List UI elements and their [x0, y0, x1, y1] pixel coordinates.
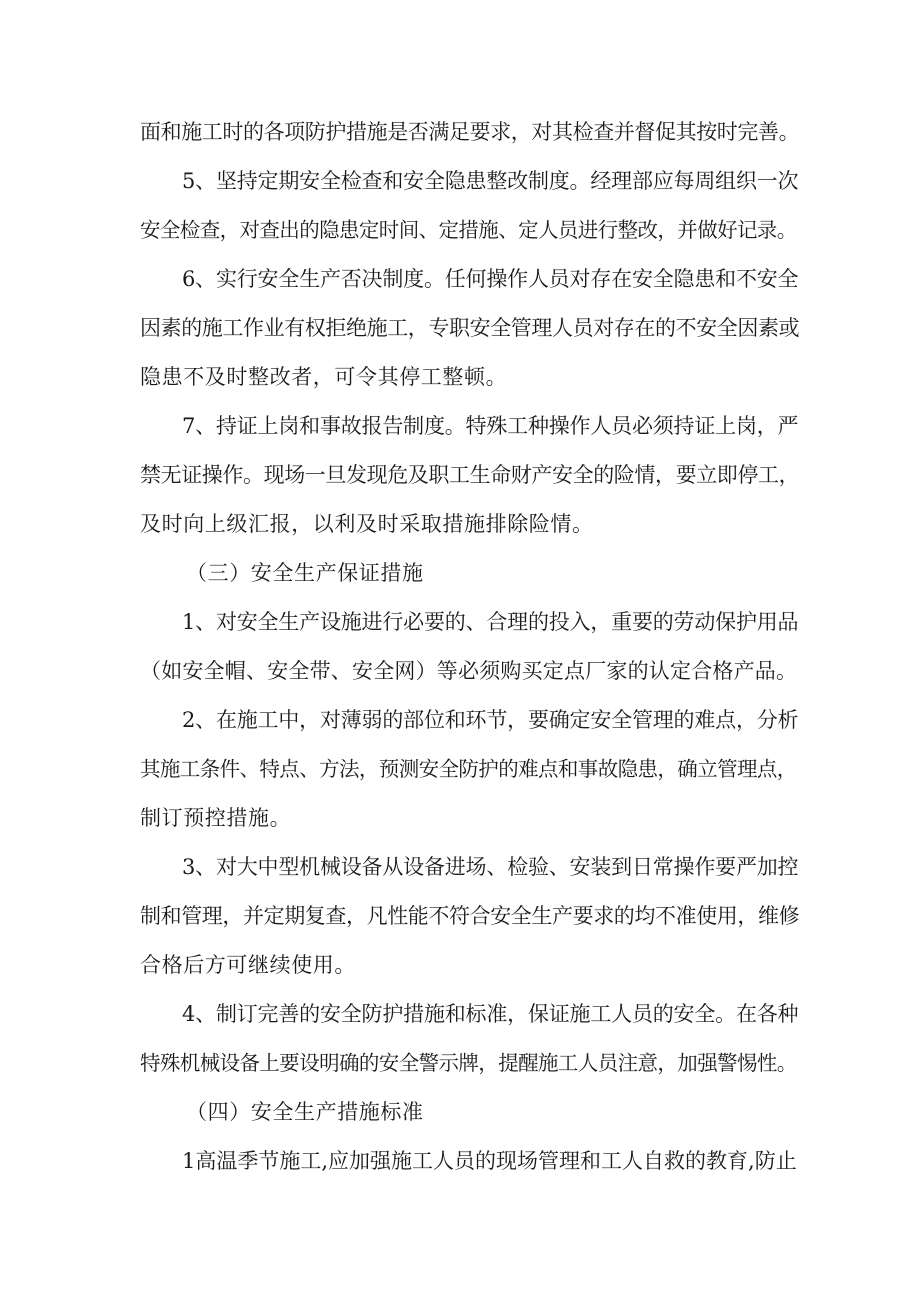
text-line: 4、制订完善的安全防护措施和标准，保证施工人员的安全。在各种 [182, 1002, 799, 1026]
text-line: 禁无证操作。现场一旦发现危及职工生命财产安全的险情，要立即停工， [140, 463, 800, 487]
text-line: 特殊机械设备上要设明确的安全警示牌，提醒施工人员注意，加强警惕性。 [140, 1051, 797, 1075]
text-line: 3、对大中型机械设备从设备进场、检验、安装到日常操作要严加控 [182, 855, 799, 879]
section-heading: （三）安全生产保证措施 [186, 561, 424, 585]
text-line: 面和施工时的各项防护措施是否满足要求，对其检查并督促其按时完善。 [140, 120, 800, 144]
text-line: 制订预控措施。 [140, 806, 292, 830]
text-line: （如安全帽、安全带、安全网）等必须购买定点厂家的认定合格产品。 [140, 659, 798, 683]
text-line: 1、对安全生产设施进行必要的、合理的投入，重要的劳动保护用品 [182, 610, 799, 634]
text-line: 隐患不及时整改者，可令其停工整顿。 [140, 365, 508, 389]
text-line: 及时向上级汇报，以利及时采取措施排除险情。 [140, 512, 594, 536]
text-line: 合格后方可继续使用。 [140, 953, 356, 977]
text-line: 制和管理，并定期复查，凡性能不符合安全生产要求的均不准使用，维修 [140, 904, 800, 928]
text-line: 7、持证上岗和事故报告制度。特殊工种操作人员必须持证上岗，严 [182, 414, 799, 438]
section-heading: （四）安全生产措施标准 [186, 1100, 424, 1124]
text-line: 5、坚持定期安全检查和安全隐患整改制度。经理部应每周组织一次 [182, 169, 799, 193]
text-line: 安全检查，对查出的隐患定时间、定措施、定人员进行整改，并做好记录。 [140, 218, 797, 242]
text-line: 1高温季节施工,应加强施工人员的现场管理和工人自救的教育,防止 [182, 1149, 797, 1173]
text-line: 2、在施工中，对薄弱的部位和环节，要确定安全管理的难点，分析 [182, 708, 799, 732]
text-line: 其施工条件、特点、方法，预测安全防护的难点和事故隐患，确立管理点， [140, 757, 797, 781]
text-line: 因素的施工作业有权拒绝施工，专职安全管理人员对存在的不安全因素或 [140, 316, 800, 340]
text-line: 6、实行安全生产否决制度。任何操作人员对存在安全隐患和不安全 [182, 267, 799, 291]
